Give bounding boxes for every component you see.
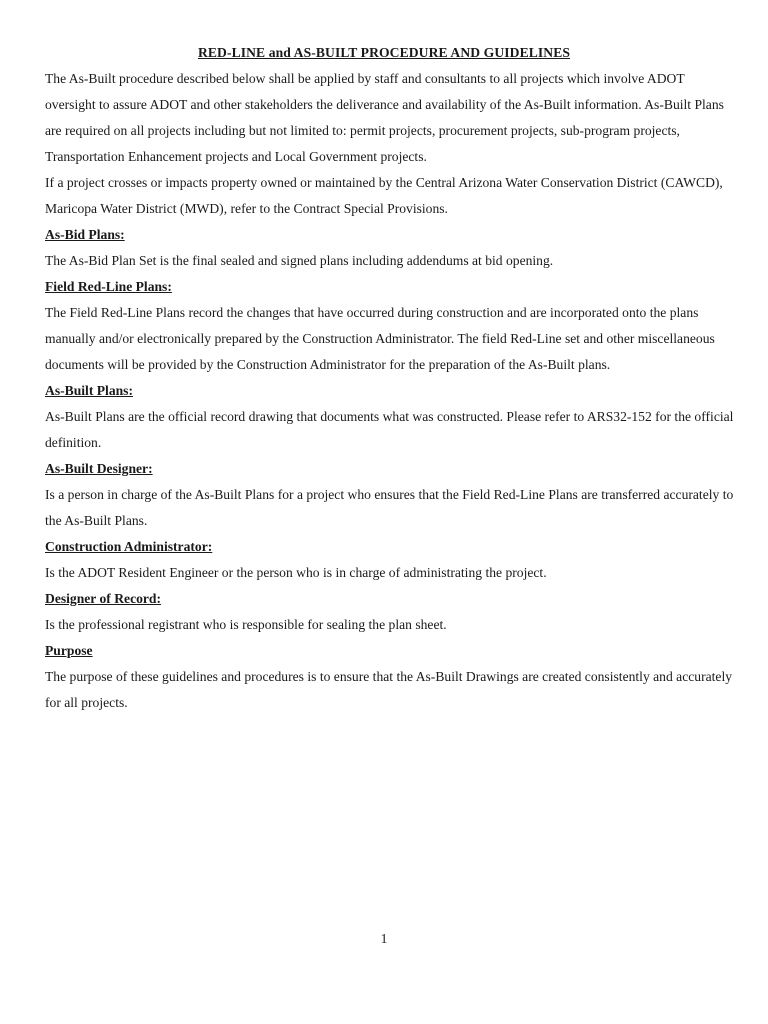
section-text-purpose: The purpose of these guidelines and procedures is to ensure that the As-Built Drawings are created consistently and accurately for all projects.	[45, 669, 733, 710]
section-heading-as-bid-plans: As-Bid Plans:	[45, 227, 125, 242]
section-text-as-built-plans: As-Built Plans are the official record drawing that documents what was constructed. Please refer to ARS32-152 for the official definition.	[45, 409, 734, 450]
section-heading-purpose: Purpose	[45, 643, 93, 658]
section-heading-as-built-plans: As-Built Plans:	[45, 383, 133, 398]
section-heading-as-built-designer: As-Built Designer:	[45, 461, 153, 476]
section-heading-field-red-line-plans: Field Red-Line Plans:	[45, 279, 172, 294]
section-heading-designer-of-record: Designer of Record:	[45, 591, 162, 606]
section-text-construction-administrator: Is the ADOT Resident Engineer or the person who is in charge of administrating the project.	[45, 565, 547, 580]
intro-paragraph: The As-Built procedure described below shall be applied by staff and consultants to all projects which involve ADOT oversight to assure ADOT and other stakeholders the deliverance and availability of the As-Built information. As-Built Plans are required on all projects including but not limited to: permit projects, procurement projects, sub-program projects, Transportation Enhancement projects and Local Government projects.	[45, 71, 724, 164]
section-heading-construction-administrator: Construction Administrator:	[45, 539, 213, 554]
section-text-as-built-designer: Is a person in charge of the As-Built Plans for a project who ensures that the Field Red-Line Plans are transferred accurately to the As-Built Plans.	[45, 487, 734, 528]
section-text-designer-of-record: Is the professional registrant who is responsible for sealing the plan sheet.	[45, 617, 447, 632]
section-text-field-red-line-plans: The Field Red-Line Plans record the changes that have occurred during construction and are incorporated onto the plans manually and/or electronically prepared by the Construction Administrator. The field Red-Line set and other miscellaneous documents will be provided by the Construction Administrator for the preparation of the As-Built plans.	[45, 305, 715, 372]
section-text-as-bid-plans: The As-Bid Plan Set is the final sealed and signed plans including addendums at bid opening.	[45, 253, 554, 268]
document-title: RED-LINE and AS-BUILT PROCEDURE AND GUIDELINES	[197, 45, 571, 60]
document-body	[45, 66, 735, 716]
page-number: 1	[380, 931, 388, 946]
cawcd-paragraph: If a project crosses or impacts property owned or maintained by the Central Arizona Water Conservation District (CAWCD), Maricopa Water District (MWD), refer to the Contract Special Provisions.	[45, 175, 723, 216]
